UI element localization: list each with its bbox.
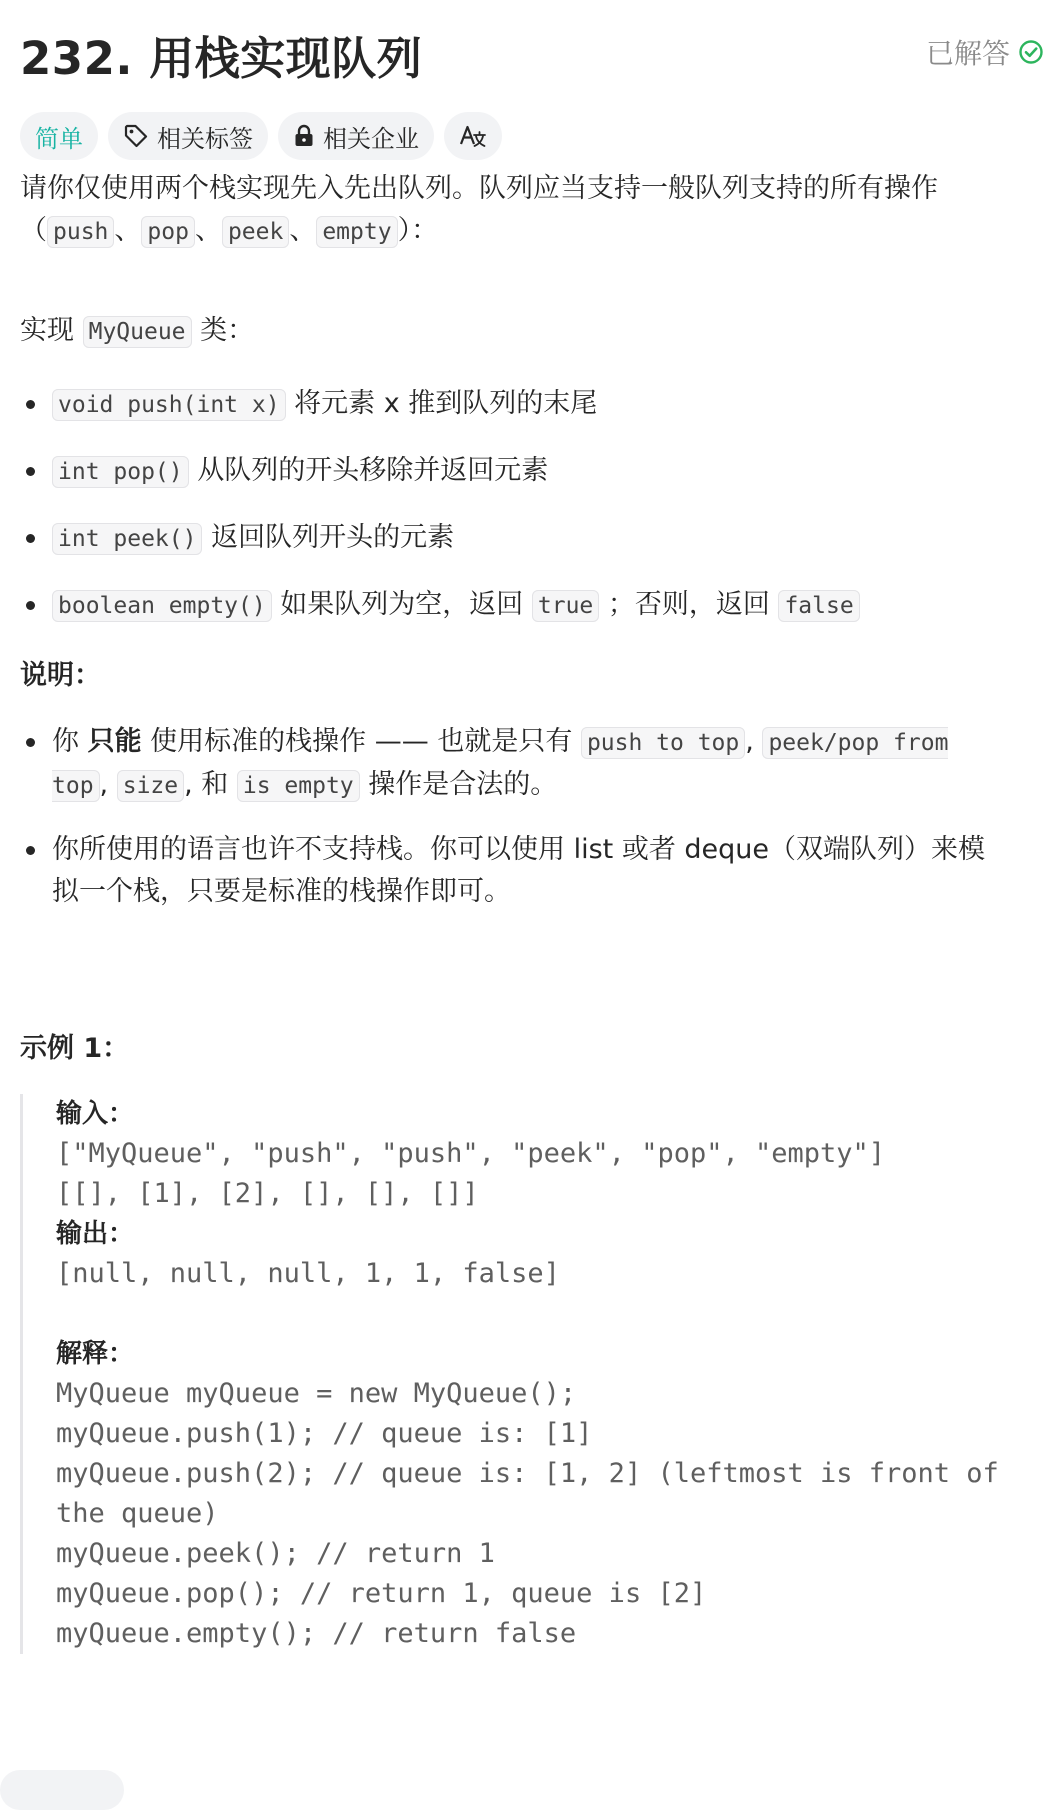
method-desc: 将元素 x 推到队列的末尾 [285,388,598,419]
bottom-tag-pill[interactable] [0,1770,124,1810]
note-text: 操作是合法的。 [359,769,558,800]
code-peek-pop-from-top: peek/pop from top [52,727,948,802]
example-block [20,1094,1050,1654]
explain-line: MyQueue myQueue = new MyQueue(); [56,1378,577,1409]
explain-line: myQueue.push(2); // queue is: [1, 2] (leftmost is front of [56,1458,999,1489]
code-is-empty: is empty [237,770,360,802]
tag-icon [123,123,149,149]
status-label: 已解答 [925,37,1010,70]
explain-line: myQueue.empty(); // return false [56,1618,577,1649]
code-push: push [47,216,114,248]
input-line: [[], [1], [2], [], [], []] [56,1178,479,1209]
explain-line: myQueue.push(1); // queue is: [1] [56,1418,593,1449]
difficulty-badge[interactable]: 简单 [20,112,98,160]
list-item [20,721,1040,807]
method-desc: 从队列的开头移除并返回元素 [188,455,549,486]
code-push-to-top: push to top [581,727,745,759]
method-desc: 返回队列开头的元素 [202,522,455,553]
notes-heading: 说明： [20,660,101,691]
op-sep: 、 [194,215,222,246]
note-text: 使用标准的栈操作 —— 也就是只有 [141,726,581,757]
problem-title: 232. 用栈实现队列 [20,32,423,85]
code-false: false [778,590,859,622]
output-label: 输出： [56,1219,135,1249]
list-item [20,584,1040,627]
input-line: ["MyQueue", "push", "push", "peek", "pop", "empty"] [56,1138,886,1169]
implement-line [20,310,1040,353]
notes-list [20,721,1040,913]
problem-header [20,18,1044,88]
code-true: true [532,590,599,622]
explain-line: the queue) [56,1498,219,1529]
op-close: ）： [397,215,439,246]
check-circle-icon [1018,39,1044,65]
code-peek-method: int peek() [52,523,202,555]
note-bold: 只能 [87,726,142,757]
related-tags-label: 相关标签 [157,124,253,153]
method-desc: 如果队列为空，返回 [271,589,532,620]
methods [20,383,1040,627]
code-peek: peek [222,216,289,248]
note-text: 你所使用的语言也许不支持栈。你可以使用 list 或者 deque（双端队列）来模拟一个栈，只要是标准的栈操作即可。 [52,834,986,907]
code-pop-method: int pop() [52,456,189,488]
lock-icon [293,124,315,148]
problem-description [20,168,1040,253]
method-list [20,383,1040,627]
example-heading-row [20,1028,1040,1070]
related-companies-label: 相关企业 [323,124,419,153]
list-item [20,517,1040,560]
input-label: 输入： [56,1099,135,1129]
code-size: size [117,770,184,802]
output-line: [null, null, null, 1, 1, false] [56,1258,560,1289]
blank-line [56,1294,1050,1334]
explain-line: myQueue.peek(); // return 1 [56,1538,495,1569]
implement-text [20,310,1040,353]
op-sep: 、 [114,215,142,246]
op-open: （ [20,215,47,246]
explain-label: 解释： [56,1339,135,1369]
list-item [20,829,1040,913]
note-text: 你 [52,726,88,757]
code-empty: empty [316,216,397,248]
code-push-method: void push(int x) [52,389,286,421]
example-heading: 示例 1： [20,1033,130,1064]
description-intro [20,168,1040,253]
translate-button[interactable] [444,112,502,160]
intro-text: 请你仅使用两个栈实现先入先出队列。队列应当支持一般队列支持的所有操作 [20,173,938,204]
code-myqueue: MyQueue [83,316,192,348]
tag-row [20,112,502,160]
solved-status [926,32,1044,72]
related-tags-button[interactable] [108,112,268,160]
op-sep: 、 [289,215,317,246]
code-pop: pop [141,216,195,248]
list-item [20,383,1040,426]
explain-line: myQueue.pop(); // return 1, queue is [2] [56,1578,707,1609]
code-empty-method: boolean empty() [52,590,272,622]
method-desc: ；否则，返回 [599,589,779,620]
implement-prefix: 实现 [20,315,83,346]
list-item [20,450,1040,493]
note-sep: , [99,769,117,800]
implement-suffix: 类： [191,315,255,346]
note-sep: , 和 [184,769,237,800]
translate-icon [459,123,487,149]
note-sep: , [745,726,763,757]
notes-section [20,655,1040,913]
related-companies-button[interactable] [278,112,434,160]
